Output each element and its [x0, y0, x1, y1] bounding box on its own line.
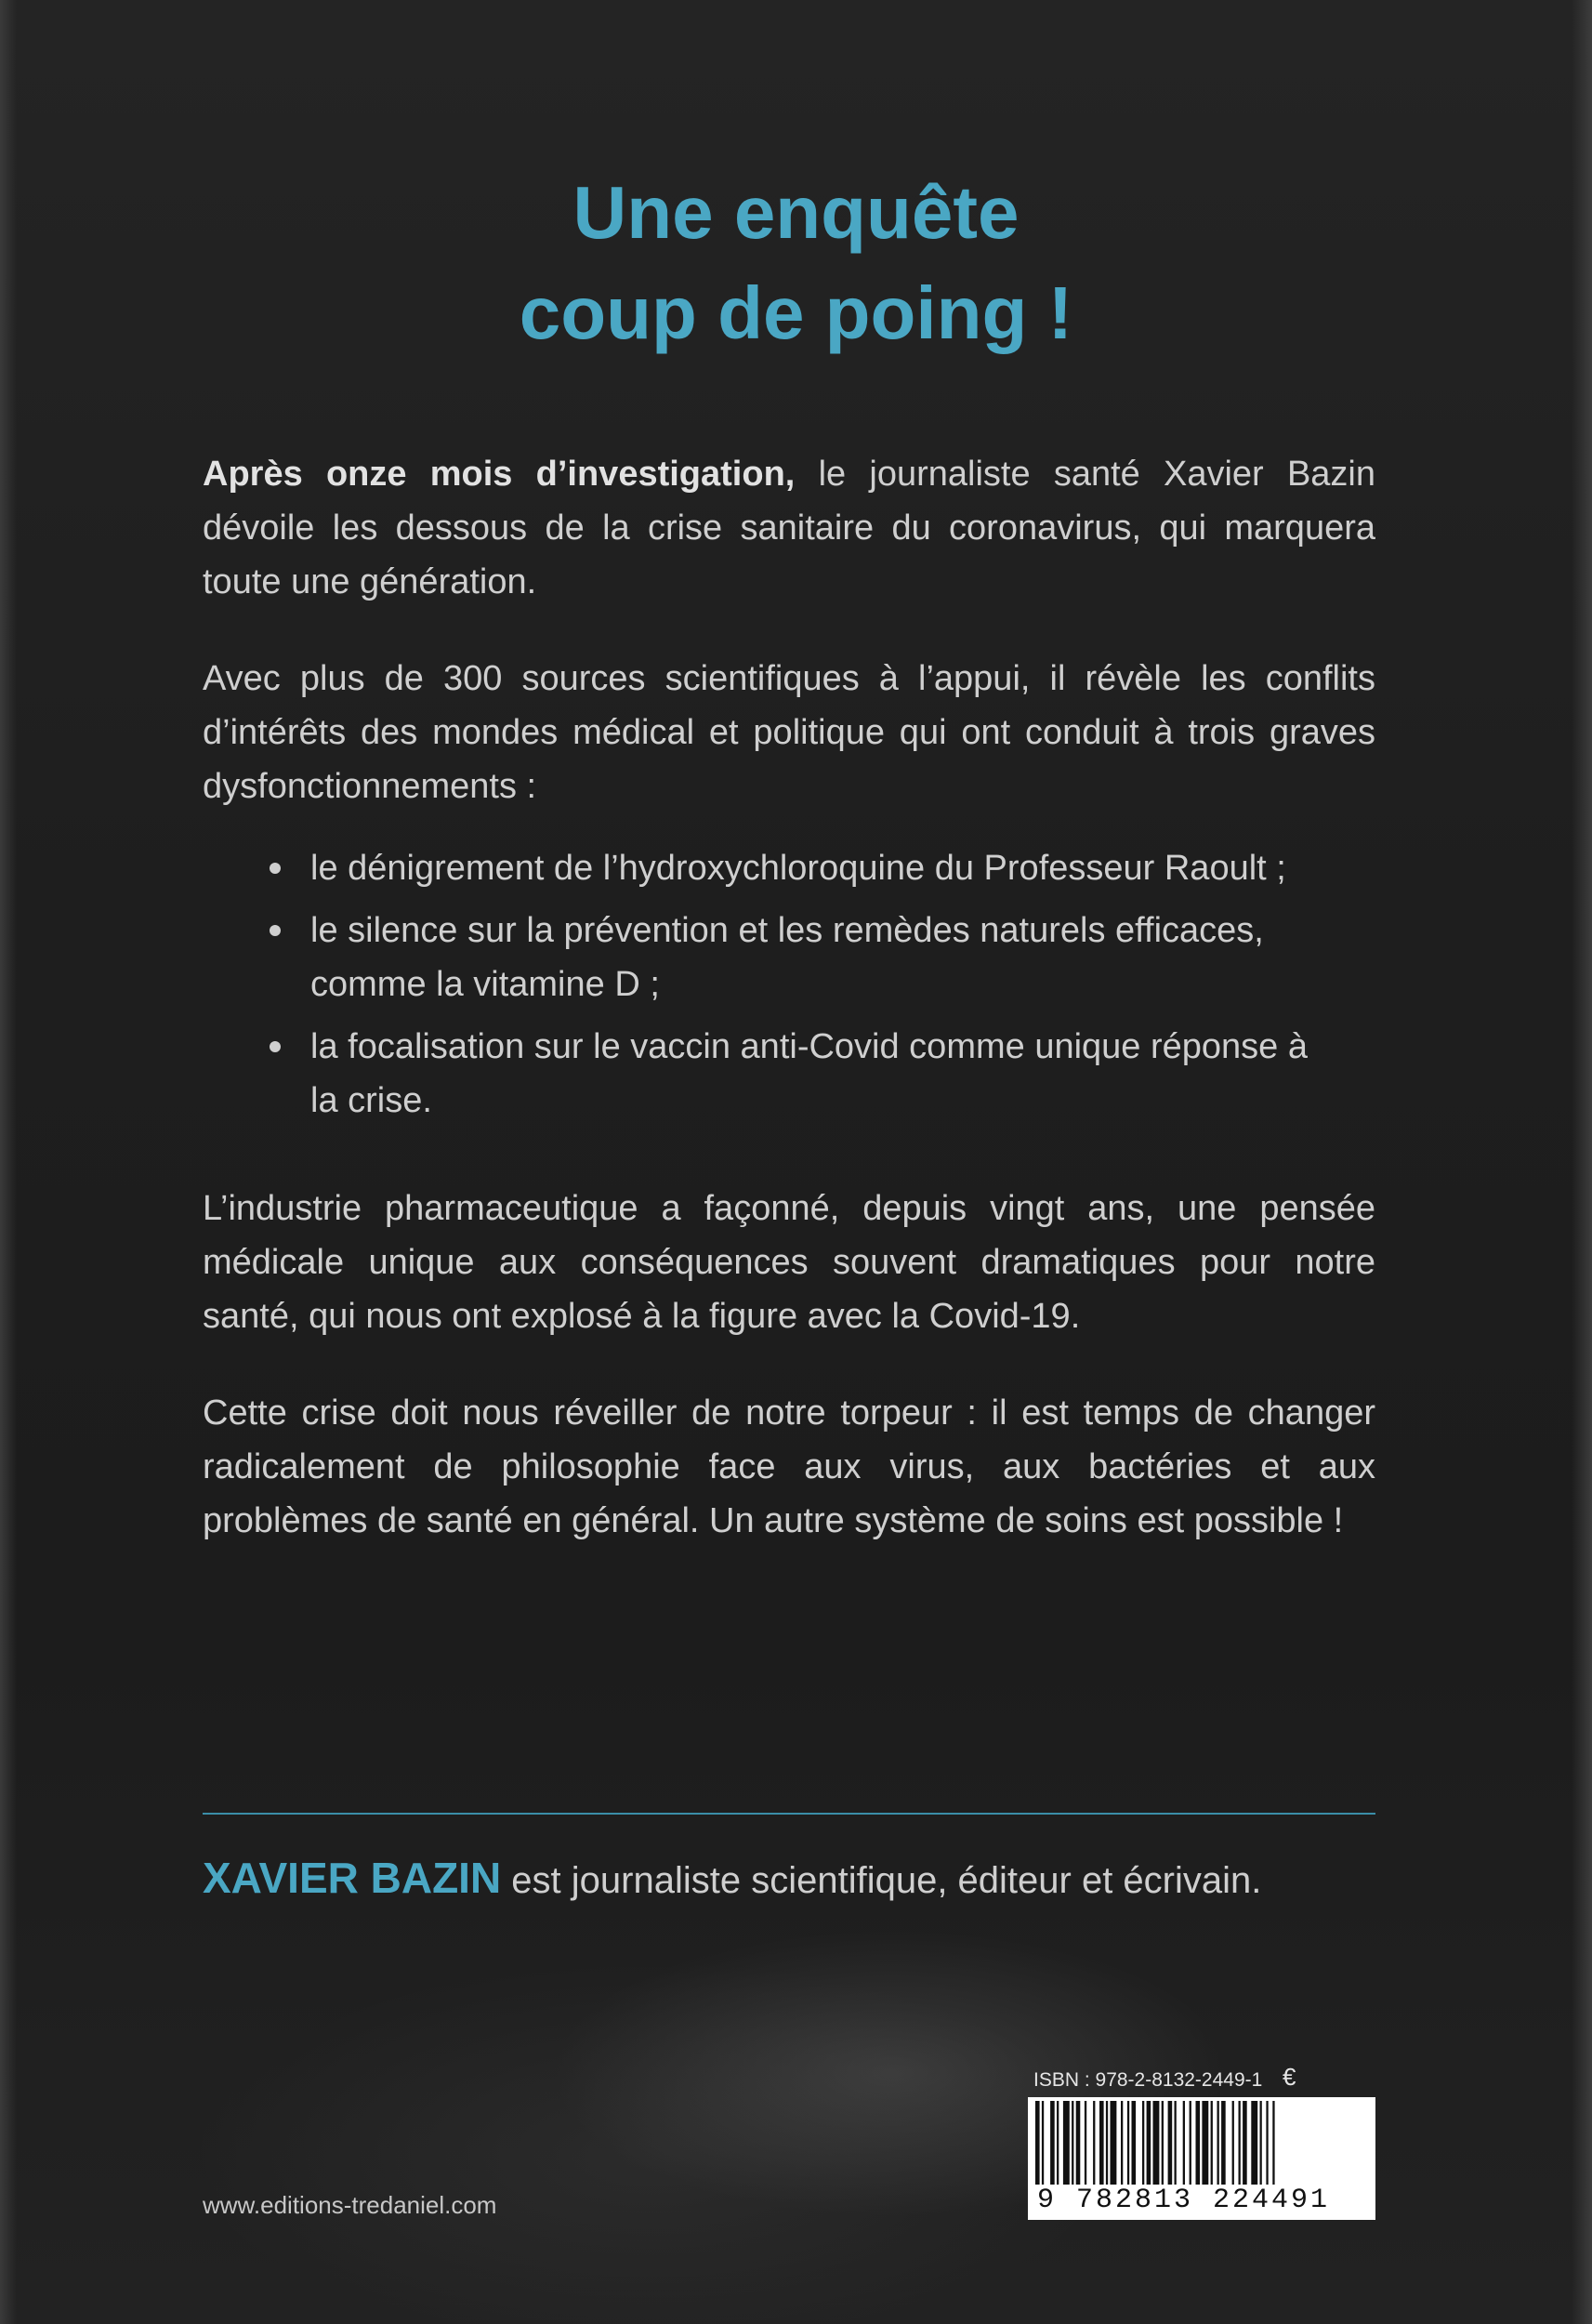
paragraph-intro: [203, 447, 1375, 609]
list-item-text: la focalisation sur le vaccin anti-Covid comme unique réponse à la crise.: [310, 1027, 1308, 1120]
author-bio: [203, 1852, 1411, 1907]
paragraph-conclusion: Cette crise doit nous réveiller de notre torpeur : il est temps de changer radicalement de philosophie face aux virus, aux bactéries et aux problèmes de santé en général. Un autre système de soins est possible !: [203, 1393, 1375, 1540]
isbn-label: ISBN : 978-2-8132-2449-1: [1033, 2069, 1263, 2091]
price-label: €: [1283, 2063, 1296, 2091]
headline: [0, 163, 1592, 363]
publisher-website-link[interactable]: www.editions-tredaniel.com: [203, 2191, 497, 2219]
list-item: [310, 904, 1375, 1011]
dysfunction-list: [203, 841, 1375, 1128]
barcode: [1028, 2097, 1375, 2220]
barcode-digits: 9 782813 224491: [1037, 2185, 1372, 2216]
list-item-text: le silence sur la prévention et les remèdes naturels efficaces, comme la vitamine D ;: [310, 911, 1264, 1004]
barcode-bars-icon: [1028, 2097, 1375, 2186]
list-item: [310, 841, 1375, 895]
bullet-dot-icon: [270, 1041, 281, 1052]
bullet-dot-icon: [270, 925, 281, 936]
list-item: [310, 1020, 1375, 1128]
blurb-body: [203, 447, 1375, 1548]
bullet-dot-icon: [270, 863, 281, 874]
author-name: XAVIER BAZIN: [203, 1854, 502, 1902]
section-divider: [203, 1813, 1375, 1815]
paragraph-intro-lead: Après onze mois d’investigation,: [203, 455, 796, 494]
paragraph-sources: Avec plus de 300 sources scientifiques à l’appui, il révèle les conflits d’intérêts des mondes médical et politique qui ont conduit à trois graves dysfonctionnements :: [203, 659, 1375, 806]
headline-line-2: coup de poing !: [519, 271, 1073, 354]
paragraph-intro-rest: le journaliste santé Xavier Bazin dévoile les dessous de la crise sanitaire du coronavirus, qui marquera toute une génération.: [203, 455, 1375, 601]
author-description: est journaliste scientifique, éditeur et écrivain.: [501, 1860, 1262, 1901]
paragraph-industry: L’industrie pharmaceutique a façonné, depuis vingt ans, une pensée médicale unique aux conséquences souvent dramatiques pour notre santé, qui nous ont explosé à la figure avec la Covid-19.: [203, 1189, 1375, 1336]
list-item-text: le dénigrement de l’hydroxychloroquine du Professeur Raoult ;: [310, 849, 1286, 888]
headline-line-1: Une enquête: [572, 171, 1020, 254]
